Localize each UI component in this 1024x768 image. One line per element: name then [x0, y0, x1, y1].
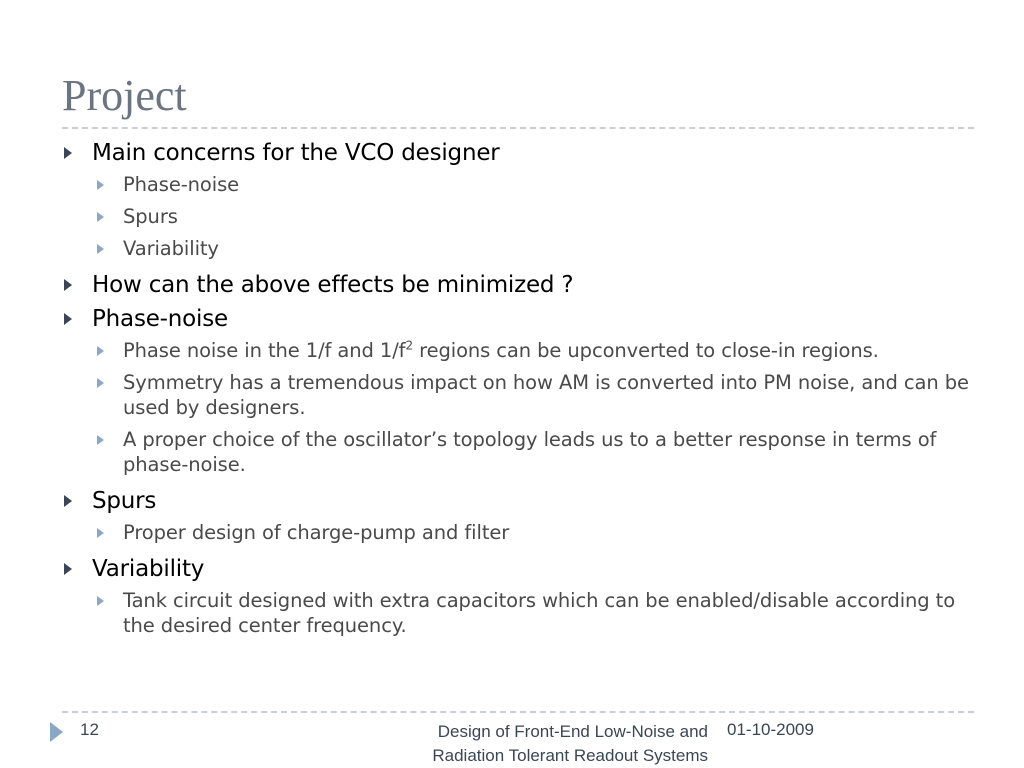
- footer-title-line2: Radiation Tolerant Readout Systems: [432, 746, 708, 765]
- footer-divider: [62, 711, 974, 713]
- sub-bullet-triangle-icon: [97, 528, 104, 538]
- sub-bullet-symmetry: [62, 370, 974, 420]
- sub-bullet-text-part2: regions can be upconverted to close-in regions.: [412, 339, 879, 362]
- sub-bullet-text: Symmetry has a tremendous impact on how AM is converted into PM noise, and can be used by designers.: [123, 371, 969, 419]
- bullet-text: Phase-noise: [92, 306, 228, 332]
- sub-bullet-variability: [62, 236, 974, 261]
- bullet-triangle-icon: [64, 495, 72, 507]
- superscript-exponent: 2: [405, 338, 413, 353]
- sub-bullet-triangle-icon: [97, 244, 104, 254]
- bullet-triangle-icon: [64, 563, 72, 575]
- sub-bullet-triangle-icon: [97, 378, 104, 388]
- slide-body: [62, 138, 974, 645]
- bullet-triangle-icon: [64, 147, 72, 159]
- bullet-phase-noise: [62, 304, 974, 334]
- sub-bullet-triangle-icon: [97, 435, 104, 445]
- sub-bullet-text: Phase-noise: [123, 173, 240, 196]
- footer-triangle-icon: [50, 722, 63, 742]
- bullet-text: Main concerns for the VCO designer: [92, 140, 500, 166]
- sub-bullet-triangle-icon: [97, 180, 104, 190]
- sub-bullet-text-part1: Phase noise in the 1/f and 1/f: [123, 339, 406, 362]
- sub-bullet-spurs: [62, 204, 974, 229]
- sub-bullet-text: Variability: [123, 237, 219, 260]
- bullet-text: How can the above effects be minimized ?: [92, 272, 574, 298]
- sub-bullet-triangle-icon: [97, 596, 104, 606]
- slide-title: Project: [62, 71, 187, 120]
- title-divider: [62, 127, 974, 129]
- bullet-triangle-icon: [64, 279, 72, 291]
- sub-bullet-text: Proper design of charge-pump and filter: [123, 521, 510, 544]
- bullet-triangle-icon: [64, 313, 72, 325]
- sub-bullet-triangle-icon: [97, 346, 104, 356]
- slide-number: 12: [80, 720, 99, 739]
- bullet-variability: [62, 554, 974, 584]
- sub-bullet-triangle-icon: [97, 212, 104, 222]
- footer-presentation-title: [378, 720, 708, 768]
- bullet-text: Spurs: [92, 488, 157, 514]
- footer-date: 01-10-2009: [727, 720, 814, 739]
- bullet-minimize-effects: [62, 270, 974, 300]
- bullet-main-concerns: [62, 138, 974, 168]
- sub-bullet-upconversion: [62, 338, 974, 363]
- sub-bullet-tank-circuit: [62, 588, 974, 638]
- sub-bullet-text: Spurs: [123, 205, 178, 228]
- sub-bullet-charge-pump: [62, 520, 974, 545]
- sub-bullet-phase-noise: [62, 172, 974, 197]
- sub-bullet-topology: [62, 427, 974, 477]
- sub-bullet-text: Tank circuit designed with extra capacitors which can be enabled/disable according to the desired center frequency.: [123, 589, 956, 637]
- sub-bullet-text: A proper choice of the oscillator’s topology leads us to a better response in terms of phase-noise.: [123, 428, 937, 476]
- footer-title-line1: Design of Front-End Low-Noise and: [437, 722, 708, 741]
- bullet-text: Variability: [92, 556, 205, 582]
- bullet-spurs: [62, 486, 974, 516]
